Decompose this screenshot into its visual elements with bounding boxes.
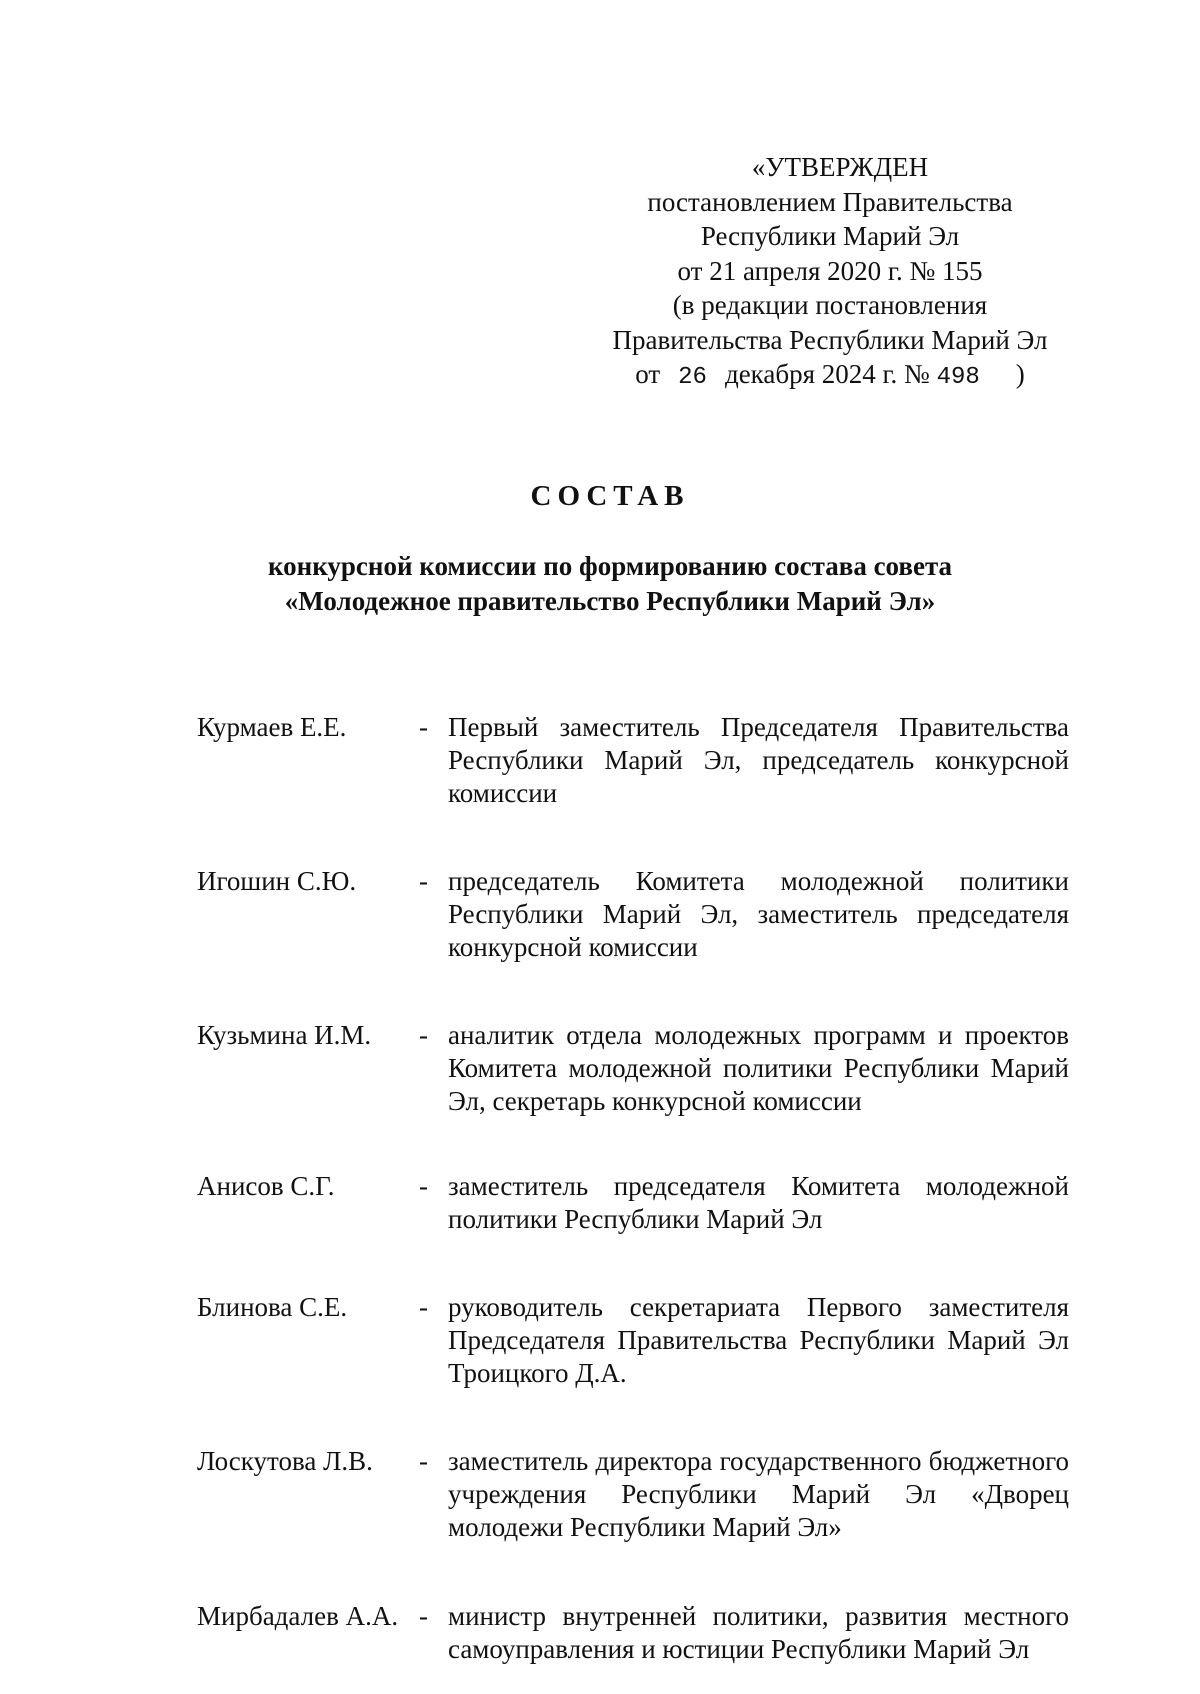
member-name: Блинова С.Е. — [197, 1292, 348, 1322]
member-row — [197, 1170, 1069, 1236]
member-dash: - — [419, 1020, 428, 1050]
approval-line: (в редакции постановления — [672, 290, 988, 320]
member-row — [197, 1019, 1069, 1118]
member-dash: - — [419, 866, 428, 896]
member-role: министр внутренней политики, развития местного самоуправления и юстиции Республики Марий Эл — [448, 1601, 1069, 1664]
approval-stamp-block — [580, 150, 1080, 396]
edit-day: 26 — [678, 364, 707, 391]
members-list — [197, 711, 1069, 1666]
edit-number: 498 — [936, 364, 980, 391]
member-row — [197, 711, 1069, 810]
member-name: Игошин С.Ю. — [197, 866, 357, 896]
member-role: заместитель председателя Комитета молодежной политики Республики Марий Эл — [448, 1171, 1069, 1234]
member-role: руководитель секретариата Первого заместителя Председателя Правительства Республики Марий Эл Троицкого Д.А. — [448, 1292, 1069, 1388]
member-row — [197, 1291, 1069, 1390]
member-name: Анисов С.Г. — [197, 1171, 335, 1201]
member-row — [197, 1445, 1069, 1544]
subtitle-line: «Молодежное правительство Республики Марий Эл» — [284, 585, 936, 616]
edit-month-year: декабря 2024 г. № — [724, 359, 930, 389]
edit-date-line — [580, 357, 1080, 396]
approval-line: постановлением Правительства — [647, 186, 1013, 217]
approval-heading: «УТВЕРЖДЕН — [751, 152, 929, 182]
member-dash: - — [419, 712, 428, 742]
subtitle-line: конкурсной комиссии по формированию состава совета — [267, 551, 953, 581]
member-dash: - — [419, 1446, 428, 1476]
member-dash: - — [419, 1171, 428, 1201]
member-name: Кузьмина И.М. — [197, 1020, 372, 1050]
edit-close-paren: ) — [1015, 359, 1025, 389]
member-row — [197, 865, 1069, 964]
member-role: заместитель директора государственного бюджетного учреждения Республики Марий Эл «Дворец молодежи Республики Марий Эл» — [448, 1446, 1069, 1542]
member-dash: - — [419, 1292, 428, 1322]
member-role: аналитик отдела молодежных программ и проектов Комитета молодежной политики Республики Марий Эл, секретарь конкурсной комиссии — [448, 1020, 1069, 1116]
member-role: Первый заместитель Председателя Правительства Республики Марий Эл, председатель конкурсной комиссии — [448, 712, 1069, 808]
document-title: СОСТАВ — [530, 480, 690, 512]
member-name: Курмаев Е.Е. — [197, 712, 347, 742]
approval-date-line: от 21 апреля 2020 г. № 155 — [677, 255, 983, 286]
member-role: председатель Комитета молодежной политики Республики Марий Эл, заместитель председателя конкурсной комиссии — [448, 866, 1069, 962]
approval-line: Республики Марий Эл — [700, 221, 960, 251]
member-name: Мирбадалев А.А. — [197, 1601, 399, 1631]
document-subtitle — [0, 549, 1200, 618]
approval-line: Правительства Республики Марий Эл — [612, 324, 1048, 355]
member-row — [197, 1600, 1069, 1666]
member-name: Лоскутова Л.В. — [197, 1446, 373, 1476]
member-dash: - — [419, 1601, 428, 1631]
edit-prefix: от — [635, 359, 661, 389]
